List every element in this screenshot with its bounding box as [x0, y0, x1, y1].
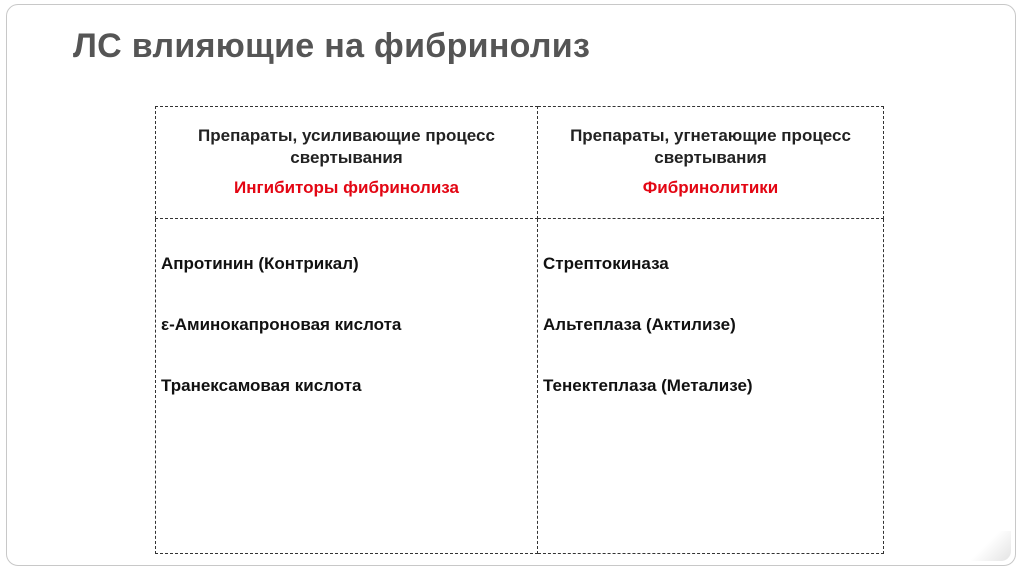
list-item: Стрептокиназа — [543, 254, 669, 273]
header-cell-procoagulant — [156, 107, 538, 219]
slide — [6, 4, 1016, 566]
list-item: Транексамовая кислота — [161, 376, 362, 395]
drug-list-fibrinolytics — [538, 219, 884, 554]
header-cell-anticoagulant — [538, 107, 884, 219]
list-item: Альтеплаза (Актилизе) — [543, 315, 736, 334]
drug-table — [155, 106, 883, 554]
list-item: Апротинин (Контрикал) — [161, 254, 359, 273]
column-description: Препараты, угнетающие процесс свертывания — [570, 126, 851, 167]
slide-title: ЛС влияющие на фибринолиз — [73, 27, 591, 65]
list-item: ε-Аминокапроновая кислота — [161, 315, 402, 334]
table-body-row — [156, 219, 884, 554]
column-description: Препараты, усиливающие процесс свертывания — [198, 126, 495, 167]
page-corner-shadow — [971, 531, 1011, 561]
list-item: Тенектеплаза (Метализе) — [543, 376, 753, 395]
column-group-heading: Фибринолитики — [642, 178, 779, 197]
column-group-heading: Ингибиторы фибринолиза — [234, 178, 459, 197]
drug-comparison-table — [155, 106, 884, 554]
table-header-row — [156, 107, 884, 219]
drug-list-fibrinolysis-inhibitors — [156, 219, 538, 554]
